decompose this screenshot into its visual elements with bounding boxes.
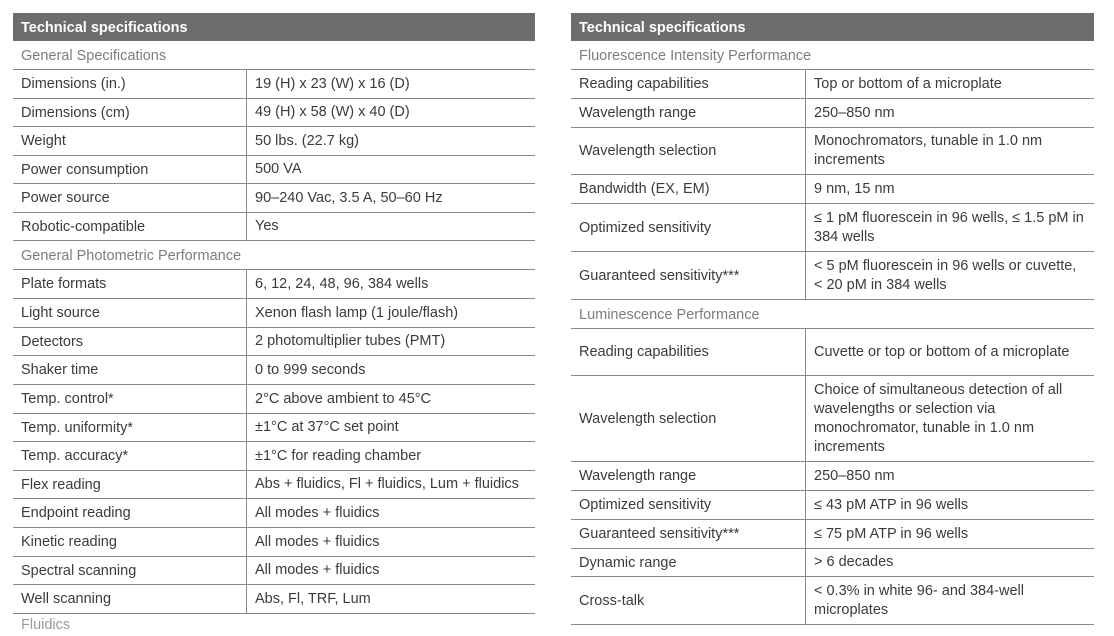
row-label: Endpoint reading [13, 499, 247, 527]
table-row [13, 127, 535, 156]
row-label: Power consumption [13, 156, 247, 183]
row-label: Optimized sensitivity [571, 491, 806, 519]
row-label: Optimized sensitivity [571, 204, 806, 251]
row-label: Bandwidth (EX, EM) [571, 175, 806, 203]
table-row [571, 204, 1094, 252]
left-spec-table [13, 13, 535, 633]
table-row [13, 471, 535, 499]
table-row [571, 175, 1094, 204]
right-spec-table [571, 13, 1094, 625]
row-value: Abs + fluidics, Fl + fluidics, Lum + fluidics [255, 476, 519, 492]
row-value: ±1°C at 37°C set point [255, 419, 399, 435]
row-label: Wavelength selection [571, 128, 806, 174]
table-row [13, 414, 535, 442]
row-value: ≤ 43 pM ATP in 96 wells [814, 496, 969, 513]
table-header: Technical specifications [13, 13, 535, 41]
row-label: Kinetic reading [13, 528, 247, 556]
row-value: < 0.3% in white 96- and 384-well microplates [814, 582, 1024, 618]
table-row [13, 299, 535, 328]
row-label: Temp. uniformity* [13, 414, 247, 441]
section-title: Luminescence Performance [571, 300, 1094, 329]
row-value: Cuvette or top or bottom of a microplate [814, 343, 1070, 360]
row-label: Temp. accuracy* [13, 442, 247, 470]
row-label: Shaker time [13, 356, 247, 384]
row-label: Dimensions (in.) [13, 70, 247, 98]
row-value: ≤ 1 pM fluorescein in 96 wells, ≤ 1.5 pM in 384 wells [814, 209, 1084, 245]
row-value: < 5 pM fluorescein in 96 wells or cuvette, < 20 pM in 384 wells [814, 257, 1077, 293]
table-row [571, 577, 1094, 625]
row-value: All modes + fluidics [255, 562, 380, 578]
table-row [13, 385, 535, 414]
table-row [13, 213, 535, 241]
table-row [13, 70, 535, 99]
row-label: Well scanning [13, 585, 247, 613]
row-label: Weight [13, 127, 247, 155]
table-row [13, 442, 535, 471]
row-value: 90–240 Vac, 3.5 A, 50–60 Hz [255, 189, 443, 206]
row-label: Guaranteed sensitivity*** [571, 252, 806, 299]
row-label: Power source [13, 184, 247, 212]
row-label: Reading capabilities [571, 329, 806, 375]
table-row [13, 99, 535, 127]
row-label: Cross-talk [571, 577, 806, 624]
table-row [571, 462, 1094, 491]
table-row [571, 520, 1094, 549]
table-row [571, 549, 1094, 577]
table-row [13, 328, 535, 356]
row-label: Flex reading [13, 471, 247, 498]
row-value: All modes + fluidics [255, 504, 380, 521]
row-label: Temp. control* [13, 385, 247, 413]
row-label: Light source [13, 299, 247, 327]
table-row [13, 499, 535, 528]
row-value: Choice of simultaneous detection of all wavelengths or selection via monochromator, tunable in 1.0 nm increments [814, 381, 1063, 455]
table-row [571, 99, 1094, 128]
table-row [13, 585, 535, 614]
row-value: Abs, Fl, TRF, Lum [255, 590, 371, 607]
row-value: 2°C above ambient to 45°C [255, 390, 432, 407]
table-row [13, 156, 535, 184]
table-row [13, 557, 535, 585]
table-row [571, 491, 1094, 520]
table-row [13, 184, 535, 213]
row-label: Wavelength range [571, 462, 806, 490]
table-row [571, 252, 1094, 300]
section-title: Fluorescence Intensity Performance [571, 41, 1094, 70]
row-value: 500 VA [255, 161, 302, 177]
table-row [13, 528, 535, 557]
row-label: Robotic-compatible [13, 213, 247, 240]
row-value: 50 lbs. (22.7 kg) [255, 132, 359, 149]
row-value: ≤ 75 pM ATP in 96 wells [814, 525, 969, 542]
row-label: Plate formats [13, 270, 247, 298]
row-label: Guaranteed sensitivity*** [571, 520, 806, 548]
table-row [13, 356, 535, 385]
row-value: 49 (H) x 58 (W) x 40 (D) [255, 104, 410, 120]
row-value: 6, 12, 24, 48, 96, 384 wells [255, 275, 429, 292]
table-header: Technical specifications [571, 13, 1094, 41]
table-row [571, 329, 1094, 376]
section-title: General Specifications [13, 41, 535, 70]
row-value: 9 nm, 15 nm [814, 180, 895, 197]
row-value: 19 (H) x 23 (W) x 16 (D) [255, 75, 410, 92]
table-row [571, 70, 1094, 99]
row-label: Dimensions (cm) [13, 99, 247, 126]
row-value: Xenon flash lamp (1 joule/flash) [255, 304, 459, 321]
row-value: ±1°C for reading chamber [255, 447, 422, 464]
row-label: Spectral scanning [13, 557, 247, 584]
row-label: Dynamic range [571, 549, 806, 576]
row-value: Monochromators, tunable in 1.0 nm increments [814, 133, 1043, 168]
row-label: Wavelength selection [571, 376, 806, 461]
table-row [571, 128, 1094, 175]
row-value: All modes + fluidics [255, 533, 380, 550]
cut-off-row-text: Fluidics [21, 617, 71, 633]
row-value: Yes [255, 218, 279, 234]
row-label: Reading capabilities [571, 70, 806, 98]
row-value: 250–850 nm [814, 104, 895, 121]
row-value: 0 to 999 seconds [255, 361, 366, 378]
table-row [13, 270, 535, 299]
table-row [571, 376, 1094, 462]
row-value: 2 photomultiplier tubes (PMT) [255, 333, 446, 349]
row-label: Wavelength range [571, 99, 806, 127]
row-value: 250–850 nm [814, 467, 895, 484]
section-title: General Photometric Performance [13, 241, 535, 270]
row-label: Detectors [13, 328, 247, 355]
row-value: > 6 decades [814, 554, 894, 570]
row-value: Top or bottom of a microplate [814, 75, 1002, 92]
